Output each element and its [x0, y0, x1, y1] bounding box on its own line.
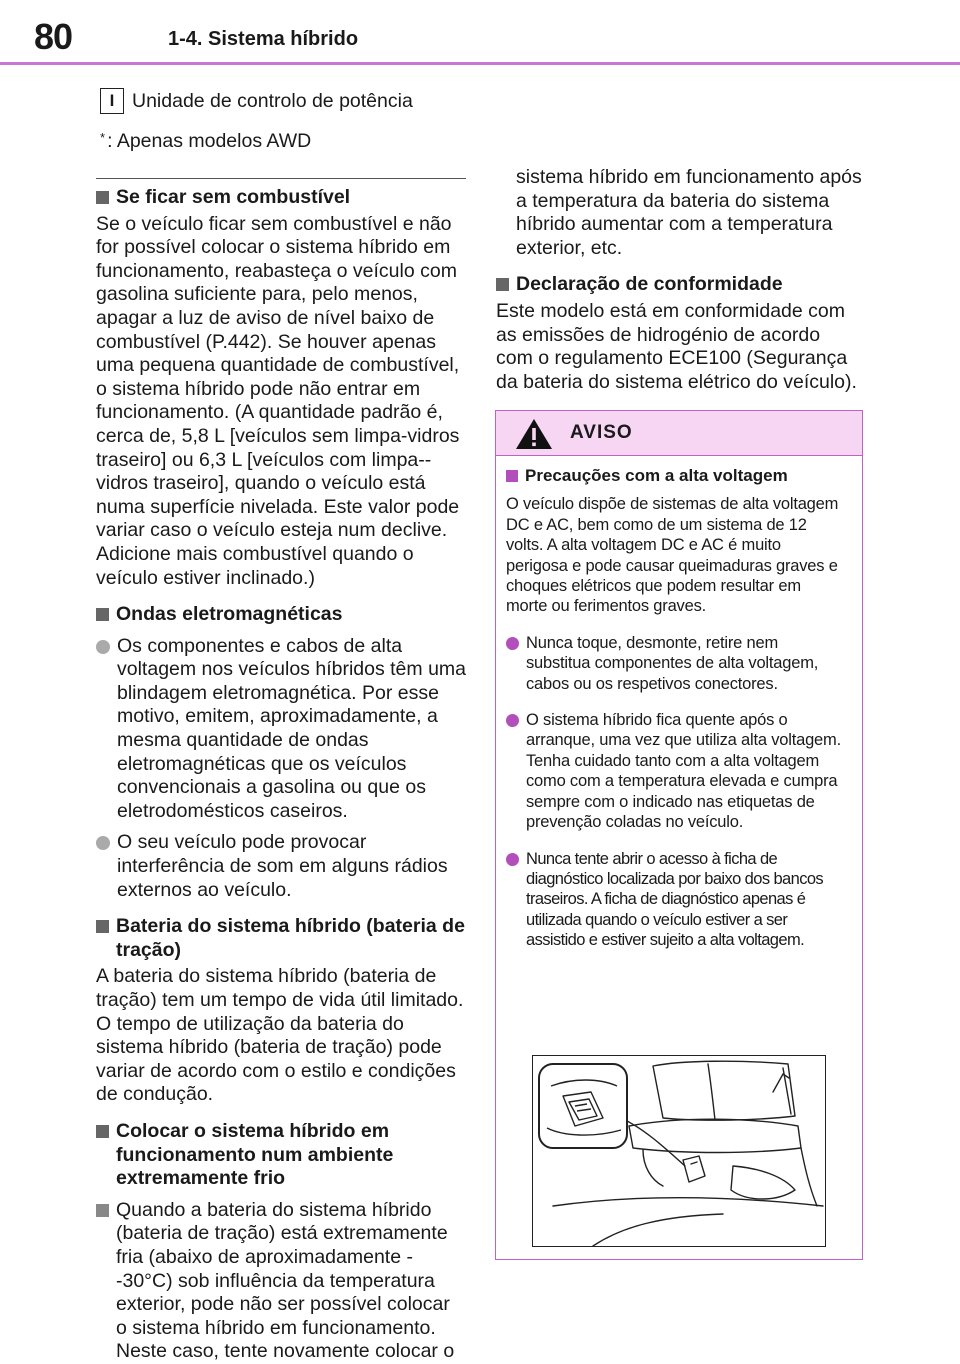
footnote-text: : Apenas modelos AWD [107, 130, 312, 152]
left-column [96, 186, 466, 1364]
header-divider [0, 62, 960, 65]
warning-subheading: Precauções com a alta voltagem [506, 466, 842, 486]
list-item: O sistema híbrido fica quente após o arranque, uma vez que utiliza alta voltagem. Tenha cuidado tanto com a alta voltagem como com a temperatura elevada e cumpra sempre com o indicado nas etiquetas de prevenção coladas no veículo. [506, 710, 842, 832]
section-text-fuel: Se o veículo ficar sem combustível e não for possível colocar o sistema híbrido em funcionamento, reabasteça o veículo com gasolina suficiente para, pelo menos, apagar a luz de aviso de nível baixo de combustível (P.442). Se houver apenas uma pequena quantidade de combustível, o sistema híbrido pode não entrar em funcionamento. (A quantidade padrão é, cerca de, 5,8 L [veículos sem limpa-vidros traseiro] ou 6,3 L [veículos com limpa--vidros traseiro], quando o veículo está numa superfície nivelada. Este valor pode variar caso o veículo esteja num declive. Adicione mais combustível quando o veículo estiver inclinado.) [96, 212, 460, 589]
warning-body [496, 456, 862, 951]
list-item: Nunca toque, desmonte, retire nem substitua componentes de alta voltagem, cabos ou os respetivos conectores. [506, 633, 842, 694]
footnote [100, 130, 413, 160]
circle-bullet-icon [506, 637, 519, 650]
list-item: Os componentes e cabos de alta voltagem nos veículos híbridos têm uma blindagem eletromagnética. Por esse motivo, emitem, aproximadamente, a mesma quantidade de ondas eletromagnéticas que os veículos convencionais a gasolina ou que os eletrodomésticos caseiros. [96, 635, 466, 824]
section-heading-battery: Bateria do sistema híbrido (bateria de tração) [96, 915, 466, 962]
warning-title: AVISO [570, 422, 633, 443]
section-heading-cold-start: Colocar o sistema híbrido em funcionamento num ambiente extremamente frio [96, 1120, 466, 1191]
legend-item [100, 86, 413, 116]
list-item: Nunca tente abrir o acesso à ficha de diagnóstico localizada por baixo dos bancos traseiros. A ficha de diagnóstico apenas é utilizada quando o veículo estiver a ser assistido e estiver sujeito a alta voltagem. [506, 849, 842, 951]
page-number: 80 [34, 16, 73, 57]
square-bullet-icon [96, 608, 109, 621]
section-heading-fuel: Se ficar sem combustível [96, 186, 466, 210]
figure-legend [100, 86, 413, 160]
warning-triangle-icon [514, 417, 554, 451]
square-bullet-icon [506, 470, 518, 482]
legend-text: Unidade de controlo de potência [132, 89, 413, 112]
warning-box [495, 410, 863, 1260]
square-bullet-icon [96, 1204, 109, 1217]
section-divider [96, 178, 466, 179]
footnote-marker: * [100, 130, 106, 145]
warning-text: O veículo dispõe de sistemas de alta voltagem DC e AC, bem como de um sistema de 12 volts. A alta voltagem DC e AC é muito perigosa e pode causar queimaduras graves e choques elétricos que podem resultar em morte ou ferimentos graves. [506, 495, 839, 616]
section-heading-electromagnetic: Ondas eletromagnéticas [96, 603, 466, 627]
section-heading-conformity: Declaração de conformidade [496, 273, 862, 297]
warning-header [496, 411, 862, 456]
square-bullet-icon [496, 278, 509, 291]
section-text-battery: A bateria do sistema híbrido (bateria de tração) tem um tempo de vida útil limitado. O tempo de utilização da bateria do sistema híbrido (bateria de tração) pode variar de acordo com o estilo e condições de condução. [96, 965, 464, 1106]
list-item: O seu veículo pode provocar interferência de som em alguns rádios externos ao veículo. [96, 831, 466, 902]
legend-marker: I [100, 88, 124, 114]
chapter-title: 1-4. Sistema híbrido [168, 28, 359, 50]
circle-bullet-icon [96, 640, 110, 654]
list-item: Quando a bateria do sistema híbrido (bateria de tração) está extremamente fria (abaixo de aproximadamente --30°C) sob influência da temperatura exterior, pode não ser possível colocar o sistema híbrido em funcionamento. Neste caso, tente novamente colocar o [96, 1199, 466, 1364]
square-bullet-icon [96, 920, 109, 933]
circle-bullet-icon [96, 836, 110, 850]
page-header [0, 0, 960, 64]
diagnostic-plug-drawing-icon [533, 1056, 825, 1246]
circle-bullet-icon [506, 714, 519, 727]
circle-bullet-icon [506, 853, 519, 866]
square-bullet-icon [96, 191, 109, 204]
right-column [496, 166, 862, 394]
section-text-continuation: sistema híbrido em funcionamento após a temperatura da bateria do sistema híbrido aumentar com a temperatura exterior, etc. [516, 166, 862, 259]
square-bullet-icon [96, 1125, 109, 1138]
rear-seat-illustration [532, 1055, 826, 1247]
section-text-conformity: Este modelo está em conformidade com as emissões de hidrogénio de acordo com o regulamento ECE100 (Segurança da bateria do sistema elétrico do veículo). [496, 299, 857, 393]
